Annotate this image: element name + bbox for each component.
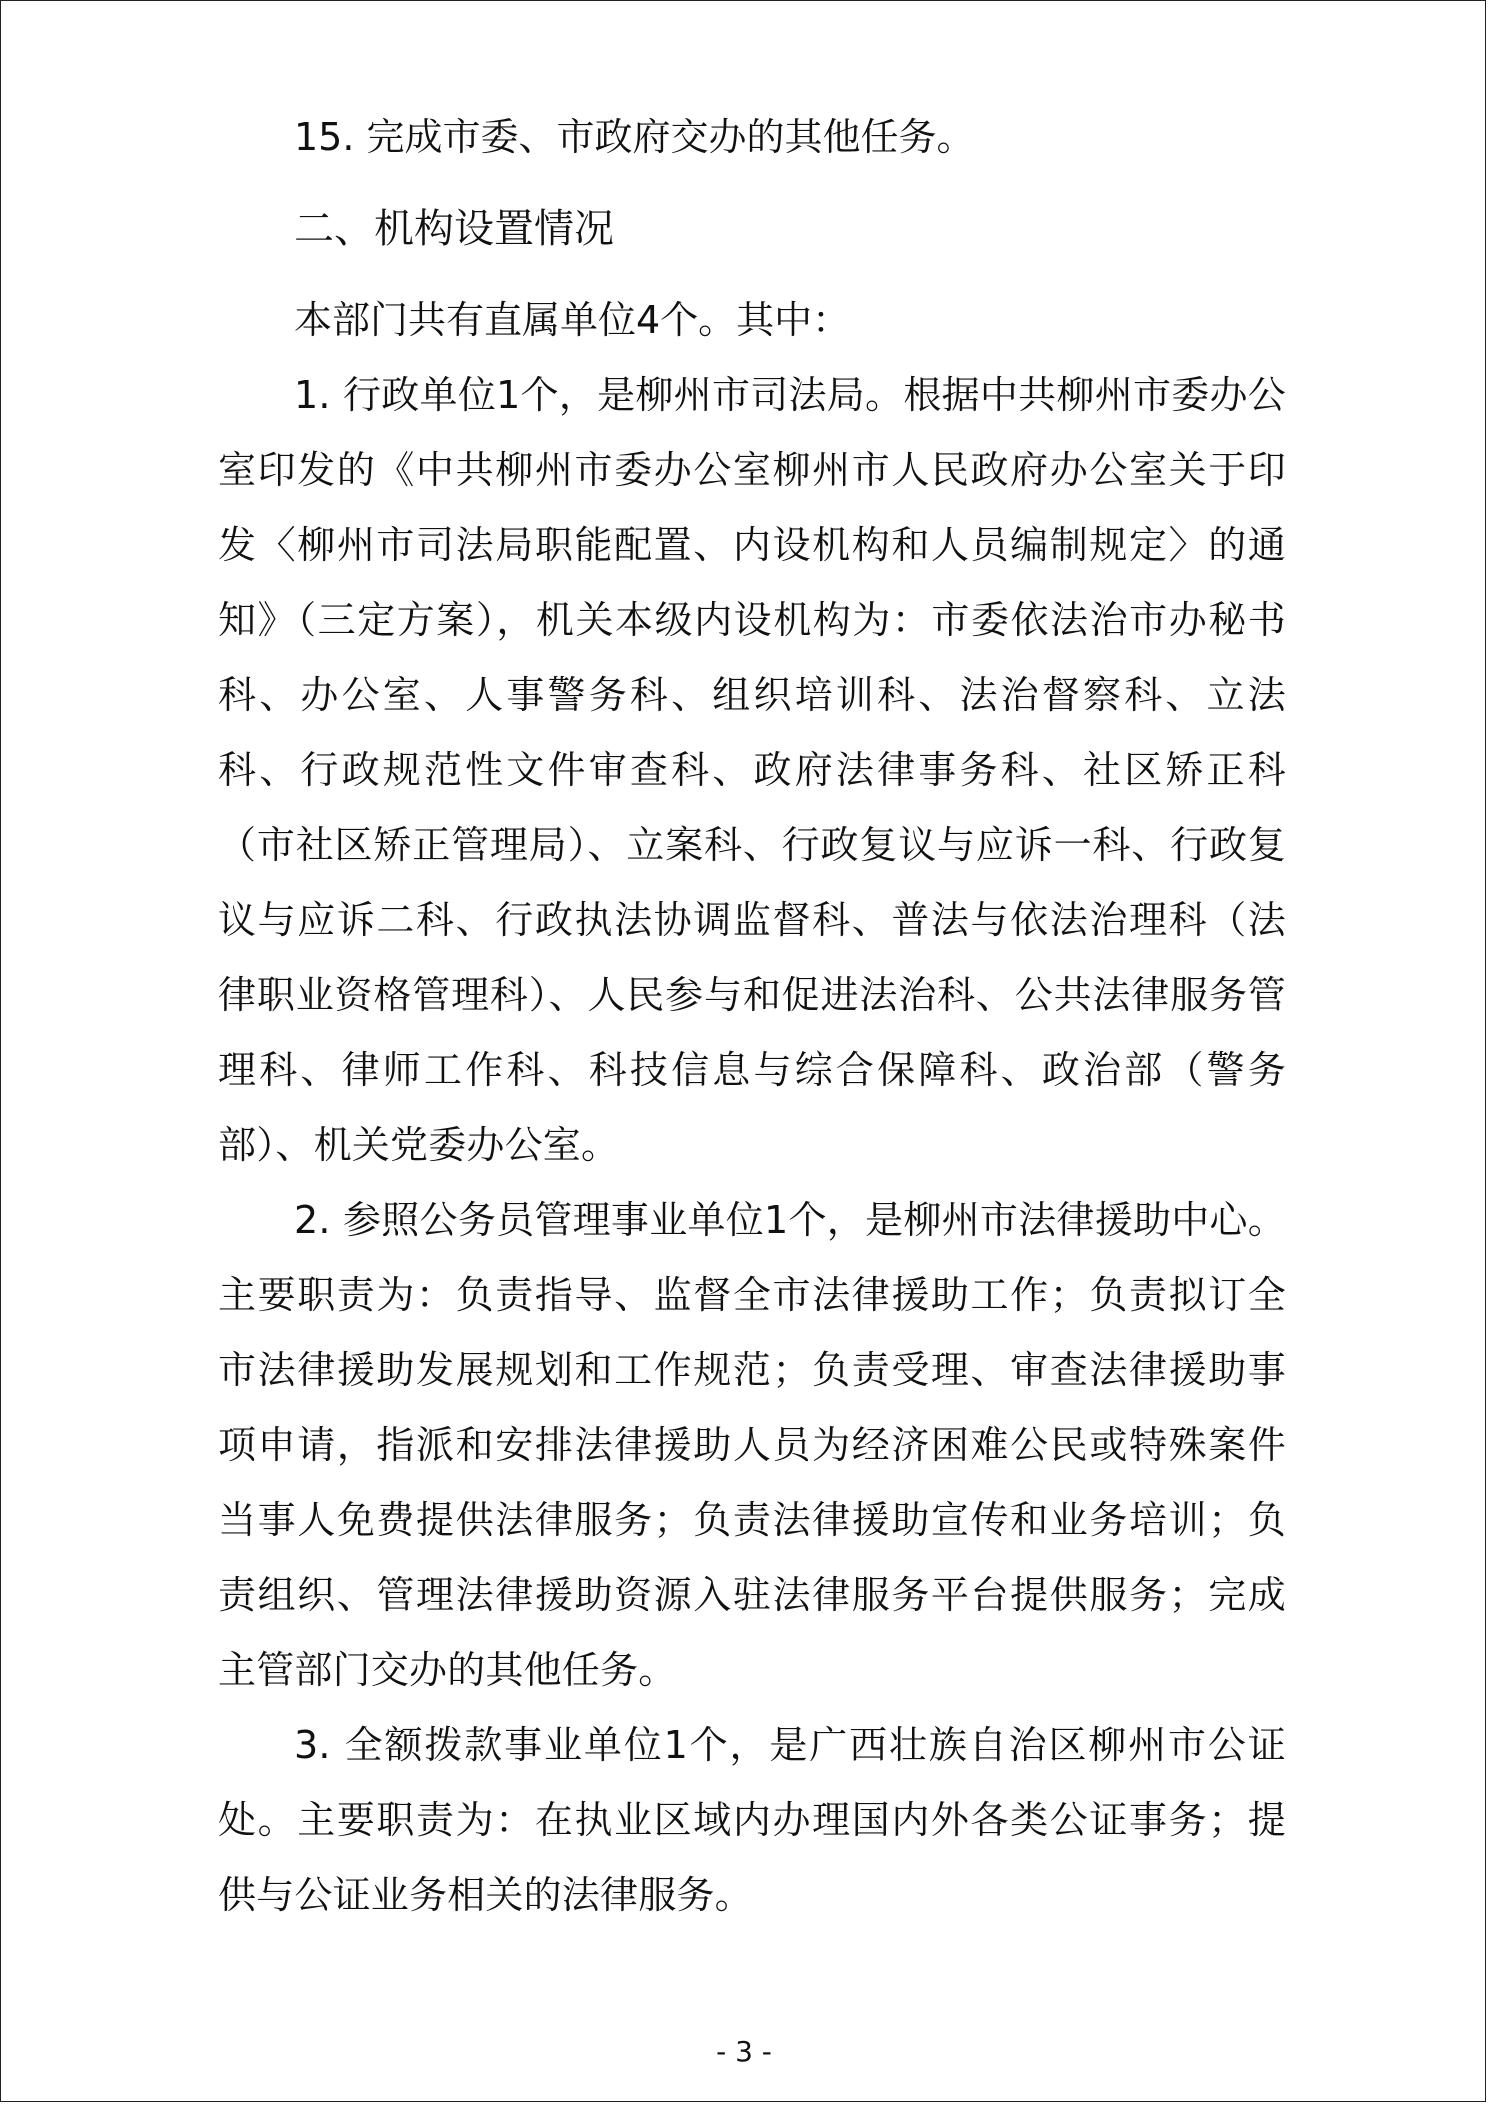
paragraph-item-3: 3. 全额拨款事业单位1个，是广西壮族自治区柳州市公证处。主要职责为：在执业区域内办理国内外各类公证事务；提供与公证业务相关的法律服务。	[218, 1723, 1286, 1917]
paragraph-item-2: 2. 参照公务员管理事业单位1个，是柳州市法律援助中心。主要职责为：负责指导、监督全市法律援助工作；负责拟订全市法律援助发展规划和工作规范；负责受理、审查法律援助事项申请，指派和安排法律援助人员为经济困难公民或特殊案件当事人免费提供法律服务；负责法律援助宣传和业务培训；负责组织、管理法律援助资源入驻法律服务平台提供服务；完成主管部门交办的其他任务。	[218, 1198, 1286, 1692]
section-heading: 二、机构设置情况	[294, 206, 614, 252]
intro-paragraph: 本部门共有直属单位4个。其中：	[294, 298, 851, 342]
paragraph-item-15: 15. 完成市委、市政府交办的其他任务。	[294, 115, 975, 159]
document-body	[218, 100, 1286, 1933]
page-number: - 3 -	[716, 2035, 772, 2068]
paragraph-item-1: 1. 行政单位1个，是柳州市司法局。根据中共柳州市委办公室印发的《中共柳州市委办公室柳州市人民政府办公室关于印发〈柳州市司法局职能配置、内设机构和人员编制规定〉的通知》（三定方案），机关本级内设机构为：市委依法治市办秘书科、办公室、人事警务科、组织培训科、法治督察科、立法科、行政规范性文件审查科、政府法律事务科、社区矫正科（市社区矫正管理局）、立案科、行政复议与应诉一科、行政复议与应诉二科、行政执法协调监督科、普法与依法治理科（法律职业资格管理科）、人民参与和促进法治科、公共法律服务管理科、律师工作科、科技信息与综合保障科、政治部（警务部）、机关党委办公室。	[218, 373, 1286, 1167]
